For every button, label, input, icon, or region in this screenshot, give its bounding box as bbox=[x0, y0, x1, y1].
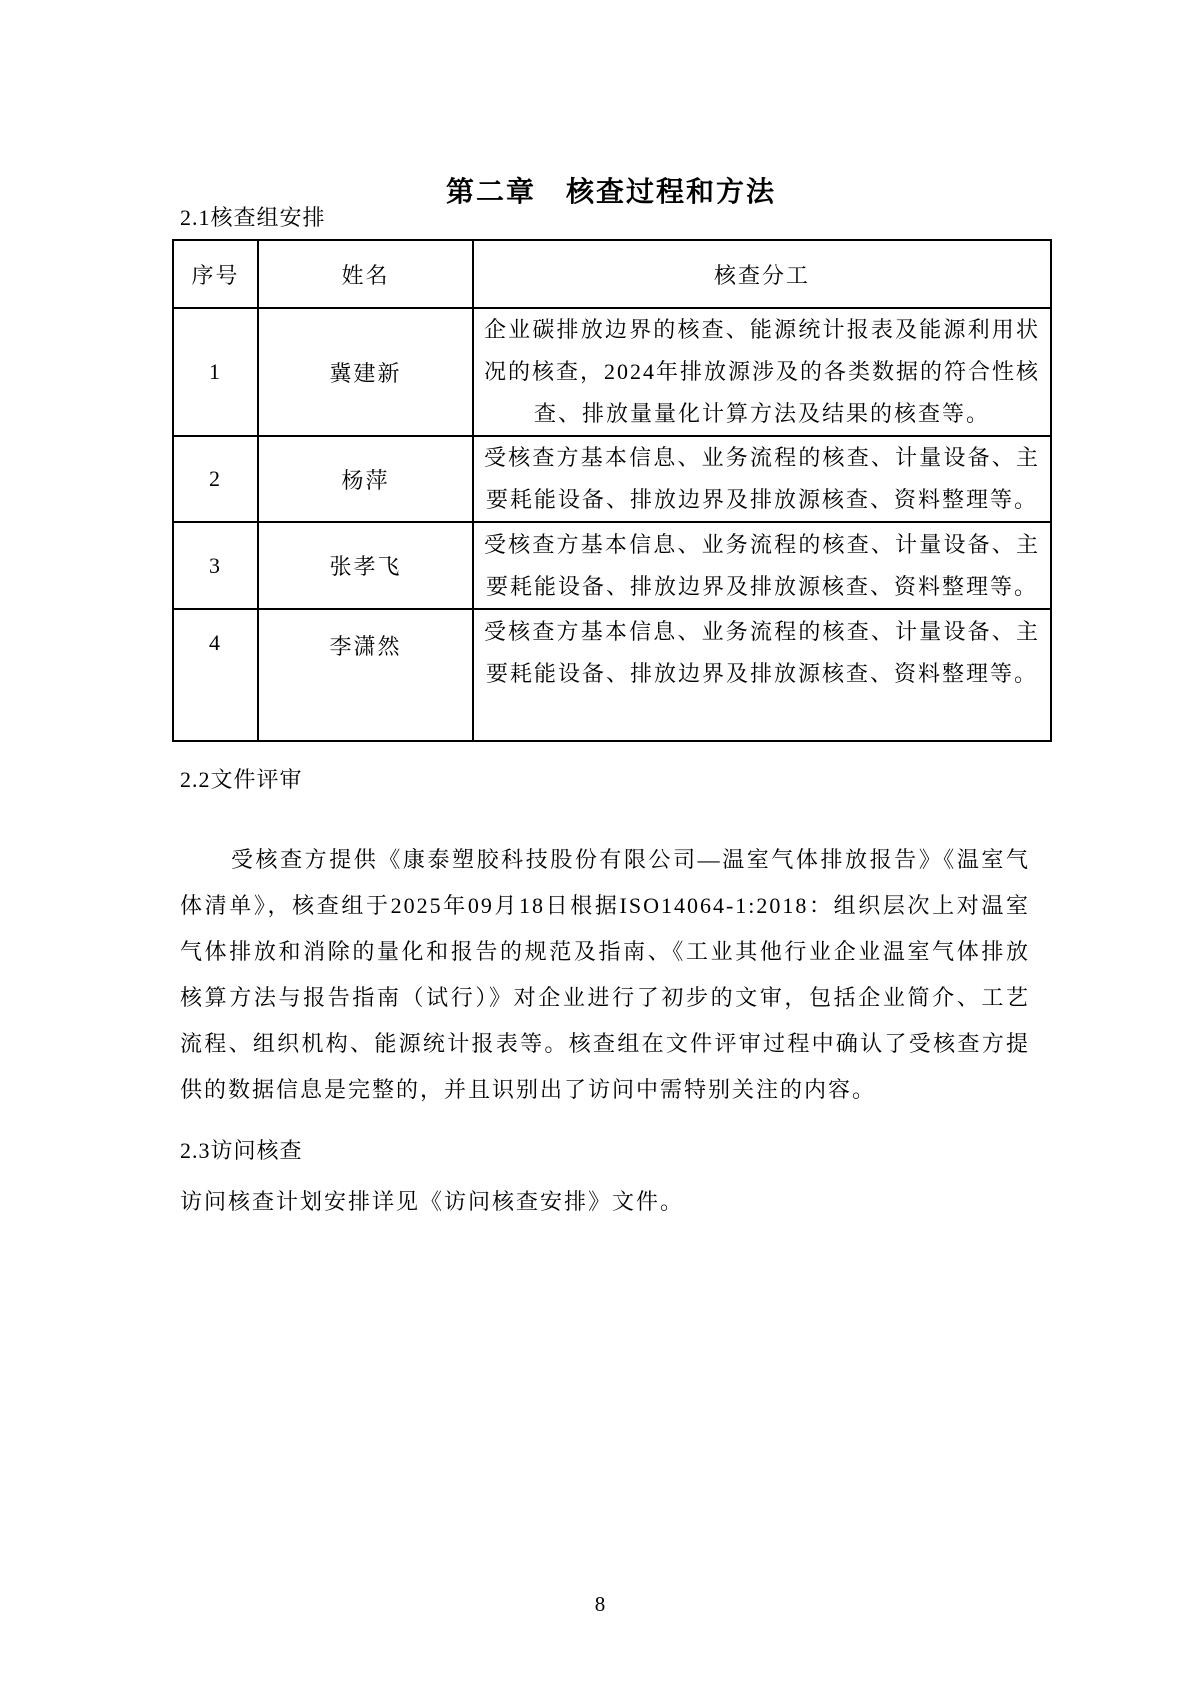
cell-duty: 受核查方基本信息、业务流程的核查、计量设备、主要耗能设备、排放边界及排放源核查、资料整理等。 bbox=[473, 522, 1051, 609]
cell-member-name: 杨萍 bbox=[258, 436, 473, 522]
verification-team-table bbox=[172, 239, 1052, 742]
cell-duty: 受核查方基本信息、业务流程的核查、计量设备、主要耗能设备、排放边界及排放源核查、资料整理等。 bbox=[473, 609, 1051, 741]
table-row bbox=[173, 609, 1051, 741]
site-visit-text: 访问核查计划安排详见《访问核查安排》文件。 bbox=[180, 1189, 685, 1214]
column-header-duty: 核查分工 bbox=[473, 240, 1051, 308]
cell-member-name: 张孝飞 bbox=[258, 522, 473, 609]
cell-serial-no: 2 bbox=[173, 436, 258, 522]
cell-serial-no: 3 bbox=[173, 522, 258, 609]
document-review-paragraph: 受核查方提供《康泰塑胶科技股份有限公司—温室气体排放报告》《温室气体清单》，核查组于2025年09月18日根据ISO14064-1:2018：组织层次上对温室气体排放和消除的量化和报告的规范及指南、《工业其他行业企业温室气体排放核算方法与报告指南（试行）》对企业进行了初步的文审，包括企业简介、工艺流程、组织机构、能源统计报表等。核查组在文件评审过程中确认了受核查方提供的数据信息是完整的，并且识别出了访问中需特别关注的内容。 bbox=[180, 847, 1030, 1102]
chapter-title: 第二章 核查过程和方法 bbox=[445, 177, 776, 208]
cell-serial-no: 1 bbox=[173, 308, 258, 436]
cell-serial-no: 4 bbox=[173, 609, 258, 741]
cell-duty: 企业碳排放边界的核查、能源统计报表及能源利用状况的核查，2024年排放源涉及的各类数据的符合性核查、排放量量化计算方法及结果的核查等。 bbox=[473, 308, 1051, 436]
table-header-row bbox=[173, 240, 1051, 308]
cell-duty: 受核查方基本信息、业务流程的核查、计量设备、主要耗能设备、排放边界及排放源核查、资料整理等。 bbox=[473, 436, 1051, 522]
section-heading-document-review: 2.2文件评审 bbox=[180, 767, 303, 792]
page-number: 8 bbox=[594, 1592, 606, 1616]
section-heading-team-arrangement: 2.1核查组安排 bbox=[180, 205, 326, 230]
column-header-name: 姓名 bbox=[258, 240, 473, 308]
table-row bbox=[173, 436, 1051, 522]
section-heading-site-visit: 2.3访问核查 bbox=[180, 1138, 303, 1163]
table-row bbox=[173, 308, 1051, 436]
cell-member-name: 李潇然 bbox=[258, 609, 473, 741]
table-row bbox=[173, 522, 1051, 609]
cell-member-name: 冀建新 bbox=[258, 308, 473, 436]
column-header-serial-no: 序号 bbox=[173, 240, 258, 308]
